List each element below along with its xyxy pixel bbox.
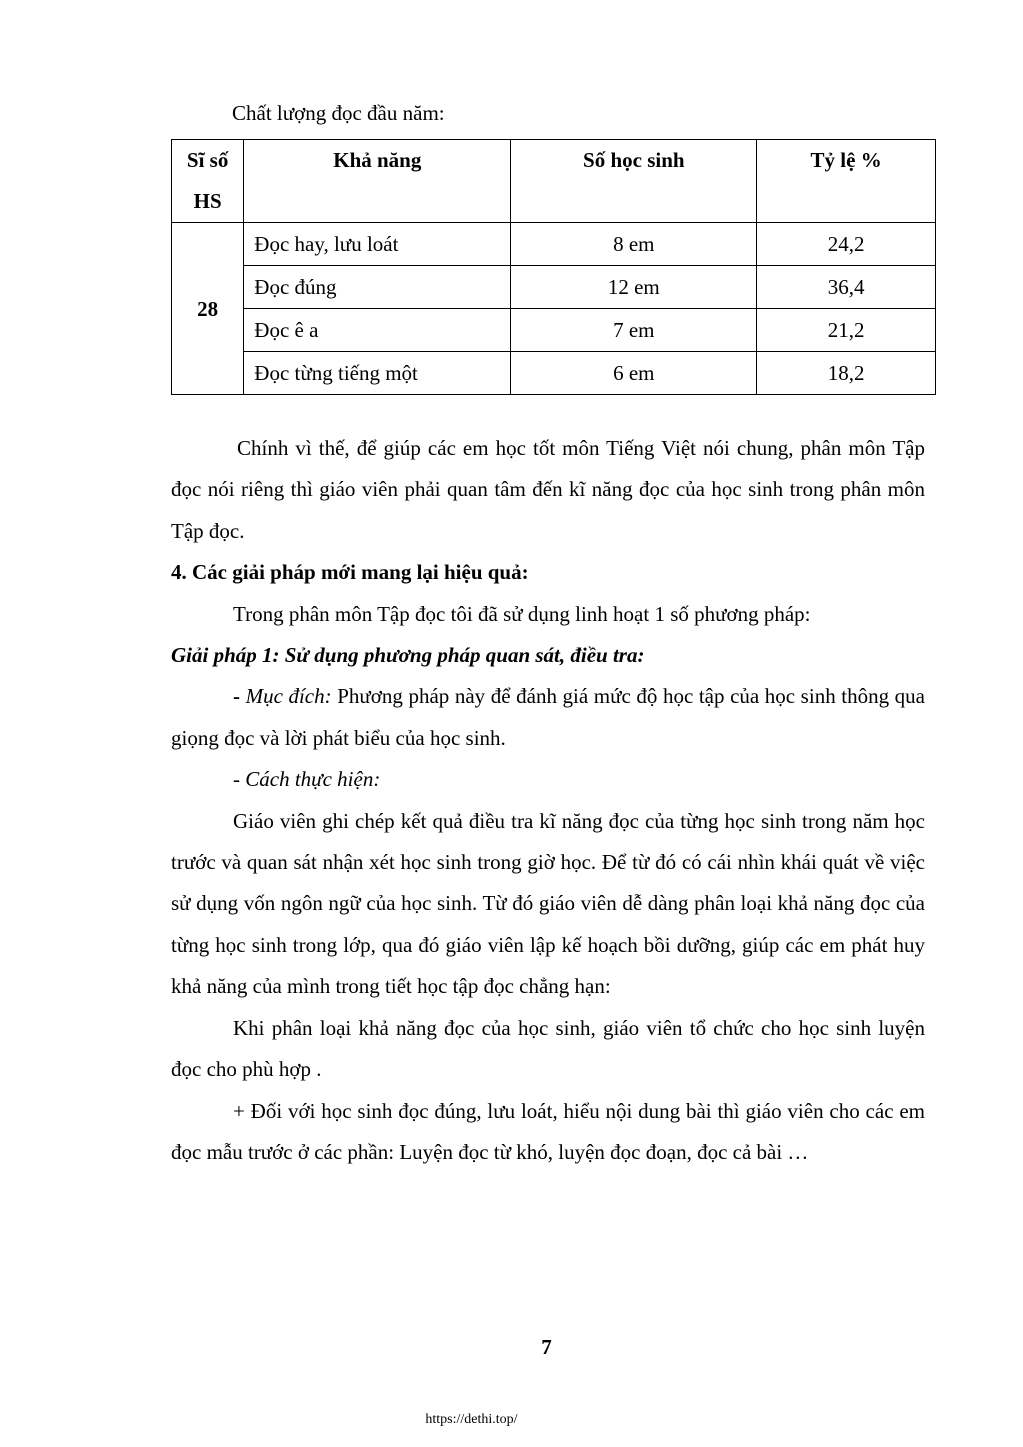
kha-nang-cell: Đọc từng tiếng một	[244, 352, 511, 395]
paragraph-reason: Chính vì thế, để giúp các em học tốt môn Tiếng Việt nói chung, phân môn Tập đọc nói riêng thì giáo viên phải quan tâm đến kĩ năng đọc của học sinh trong phân môn Tập đọc.	[171, 436, 925, 543]
reading-quality-table	[171, 139, 936, 395]
footer-url: https://dethi.top/	[425, 1412, 518, 1427]
table-row	[172, 309, 936, 352]
solution-1-heading: Giải pháp 1: Sử dụng phương pháp quan sát, điều tra:	[171, 643, 645, 668]
method-label: - Cách thực hiện:	[233, 767, 381, 792]
table-intro: Chất lượng đọc đầu năm:	[232, 101, 445, 125]
kha-nang-cell: Đọc đúng	[244, 266, 511, 309]
kha-nang-cell: Đọc hay, lưu loát	[244, 223, 511, 266]
body-text	[171, 428, 925, 1173]
header-ty-le: Tỷ lệ %	[757, 140, 936, 223]
paragraph-fluent-students: + Đối với học sinh đọc đúng, lưu loát, hiểu nội dung bài thì giáo viên cho các em đọc mẫu trước ở các phần: Luyện đọc từ khó, luyện đọc đoạn, đọc cả bài …	[171, 1098, 925, 1164]
header-so-hoc-sinh: Số học sinh	[511, 140, 757, 223]
purpose-text: Phương pháp này để đánh giá mức độ học tập của học sinh thông qua giọng đọc và lời phát biểu của học sinh.	[171, 684, 925, 750]
paragraph-classification: Khi phân loại khả năng đọc của học sinh, giáo viên tổ chức cho học sinh luyện đọc cho phù hợp .	[171, 1015, 925, 1082]
paragraph-methods-intro: Trong phân môn Tập đọc tôi đã sử dụng linh hoạt 1 số phương pháp:	[233, 601, 811, 626]
si-so-value: 28	[172, 223, 244, 395]
kha-nang-cell: Đọc ê a	[244, 309, 511, 352]
purpose-dash: -	[233, 684, 246, 709]
header-kha-nang: Khả năng	[244, 140, 511, 223]
paragraph-purpose	[171, 676, 925, 759]
ty-le-cell: 36,4	[757, 266, 936, 309]
paragraph-method-detail: Giáo viên ghi chép kết quả điều tra kĩ năng đọc của từng học sinh trong năm học trước và quan sát nhận xét học sinh trong giờ học. Để từ đó có cái nhìn khái quát về việc sử dụng vốn ngôn ngữ của học sinh. Từ đó giáo viên dễ dàng phân loại khả năng đọc của từng học sinh trong lớp, qua đó giáo viên lập kế hoạch bồi dưỡng, giúp các em phát huy khả năng của mình trong tiết học tập đọc chẳng hạn:	[171, 808, 925, 999]
purpose-label: Mục đích:	[245, 684, 332, 709]
header-si-so: Sĩ số HS	[172, 140, 244, 223]
table-row	[172, 223, 936, 266]
ty-le-cell: 24,2	[757, 223, 936, 266]
so-hoc-sinh-cell: 8 em	[511, 223, 757, 266]
so-hoc-sinh-cell: 12 em	[511, 266, 757, 309]
ty-le-cell: 18,2	[757, 352, 936, 395]
table-header-row	[172, 140, 936, 223]
so-hoc-sinh-cell: 6 em	[511, 352, 757, 395]
so-hoc-sinh-cell: 7 em	[511, 309, 757, 352]
table-row	[172, 266, 936, 309]
ty-le-cell: 21,2	[757, 309, 936, 352]
page-number: 7	[541, 1335, 552, 1359]
section-heading-4: 4. Các giải pháp mới mang lại hiệu quả:	[171, 560, 529, 585]
table-row	[172, 352, 936, 395]
